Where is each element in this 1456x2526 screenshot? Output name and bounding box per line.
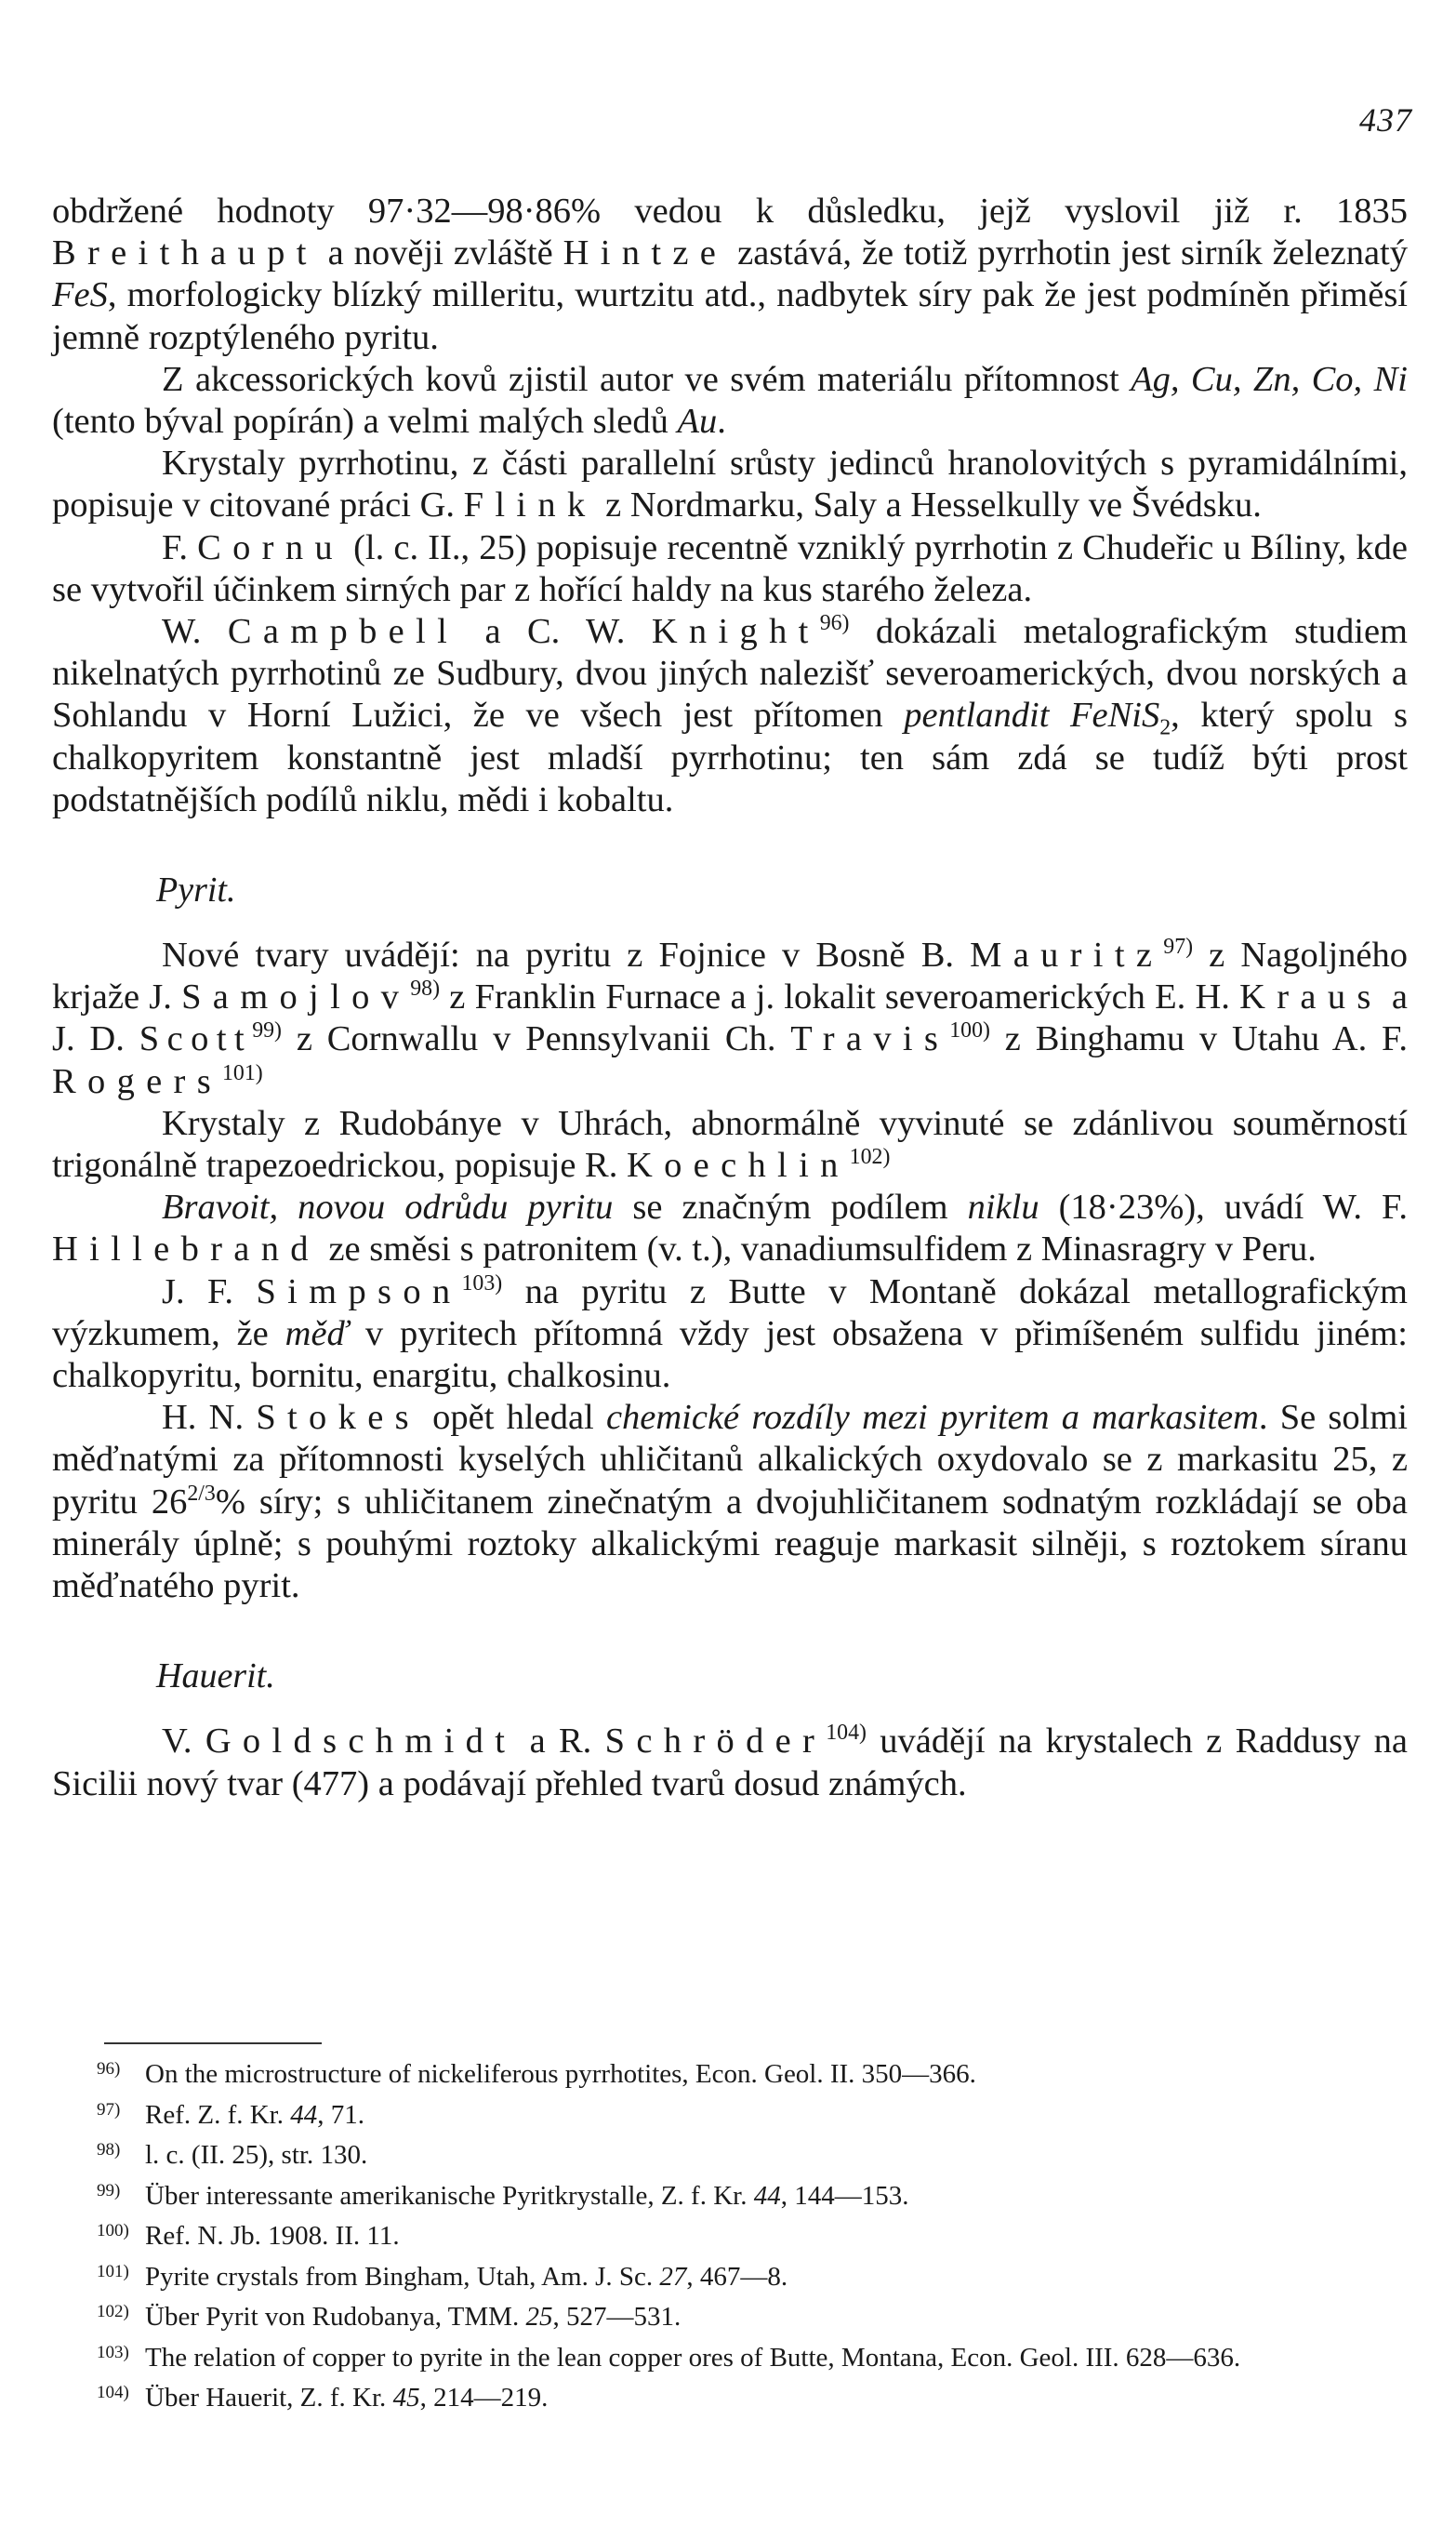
author-name: Goldschmidt — [205, 1722, 517, 1762]
text-run: uvádějí na krystalech z Raddusy na Sicilii nový tvar (477) a podávají přehled tvarů dosud známých. — [52, 1722, 1409, 1803]
paragraph-2 — [52, 359, 1408, 443]
text-run: Z akcessorických kovů zjistil autor ve svém materiálu přítomnost — [162, 359, 1132, 399]
text-run: F. — [162, 527, 198, 567]
text-run: Krystaly z Rudobánye v Uhrách, abnormálně vyvinuté se zdánlivou souměrností trigonálně trapezoedrickou, popisuje R. — [52, 1103, 1408, 1186]
paragraph-5 — [52, 611, 1408, 821]
text-run: na pyritu z Butte v Montaně dokázal metallografickým výzkumem, že — [52, 1271, 1408, 1353]
footnote — [52, 2174, 1408, 2214]
author-name: Simpson — [256, 1271, 462, 1311]
footnote — [52, 2093, 1408, 2134]
author-name: Cornu — [197, 527, 344, 567]
footnote-text: Über interessante amerikanische Pyritkrystalle, Z. f. Kr. — [145, 2180, 754, 2211]
text-run: dokázali metalografickým studiem nikelnatých pyrrhotinů ze Sudbury, dvou jiných nalezišť severoamerických, dvou norských a Sohlandu v Horní Lužici, že ve všech jest přítomen — [52, 612, 1408, 736]
text-run: (18·23%), uvádí W. F. — [1039, 1188, 1408, 1228]
footnote-text: , 214—219. — [419, 2383, 549, 2413]
footnote — [52, 2214, 1408, 2254]
footnote-number: 98) — [97, 2140, 121, 2160]
footnote-number: 104) — [97, 2383, 129, 2402]
text-run: v pyritech přítomná vždy jest obsažena v přimíšeném sulfidu jiném: chalkopyritu, bornitu, enargitu, chalkosinu. — [52, 1313, 1408, 1396]
footnote-ref: 102) — [849, 1145, 891, 1170]
author-name: Breithaupt — [52, 233, 318, 273]
text-run: , který spolu s chalkopyritem konstantně jest mladší pyrrhotinu; ten sám zdá se tudíž býti prost podstatnějších podílů niklu, mědi i kobaltu. — [52, 696, 1408, 819]
author-name: Koechlin — [626, 1146, 850, 1186]
paragraph-11 — [52, 1721, 1408, 1804]
text-run: (tento býval popírán) a velmi malých sledů — [52, 402, 678, 442]
italic-term: chemické rozdíly mezi pyritem a markasitem — [605, 1398, 1259, 1438]
footnote-ref: 103) — [461, 1270, 503, 1296]
footnote-ref: 99) — [252, 1018, 282, 1044]
author-name: Hillebrand — [52, 1230, 320, 1270]
formula: FeS — [52, 275, 108, 315]
footnote-text: , 144—153. — [780, 2180, 909, 2211]
volume: 44 — [753, 2180, 781, 2211]
footnote — [52, 2335, 1408, 2376]
text-run: , morfologicky blízký milleritu, wurtzitu atd., nadbytek síry pak že jest podmíněn přiměsí jemně rozptýleného pyritu. — [52, 275, 1408, 357]
footnote — [52, 2294, 1408, 2335]
author-name: Hintze — [563, 233, 728, 273]
text-run: z Nordmarku, Saly a Hesselkully ve Švédsku. — [596, 485, 1262, 525]
text-run: V. — [162, 1722, 205, 1762]
paragraph-4 — [52, 527, 1408, 611]
footnote — [52, 2375, 1408, 2416]
main-text — [52, 191, 1408, 1805]
section-title-pyrit: Pyrit. — [156, 871, 236, 911]
author-name: Travis — [790, 1019, 950, 1059]
author-name: Samojlov — [181, 977, 411, 1017]
text-run: a R. — [516, 1722, 605, 1762]
author-name: Schröder — [604, 1722, 827, 1762]
paragraph-1 — [52, 191, 1408, 359]
footnote-number: 100) — [97, 2221, 129, 2240]
text-run: H. N. — [162, 1398, 257, 1438]
text-run: opět hledal — [419, 1398, 606, 1438]
footnote-text: , 467—8. — [686, 2261, 788, 2292]
author-name: Mauritz — [970, 936, 1164, 976]
text-run: Nové tvary uvádějí: na pyritu z Fojnice v Bosně B. — [162, 936, 971, 976]
italic-term: Bravoit, novou odrůdu pyritu — [162, 1188, 614, 1228]
footnote-text: The relation of copper to pyrite in the lean copper ores of Butte, Montana, Econ. Geol. III. 628—636. — [145, 2342, 1241, 2373]
paragraph-9 — [52, 1271, 1408, 1398]
footnote-number: 103) — [97, 2342, 129, 2362]
footnote-divider — [104, 2042, 322, 2044]
paragraph-7 — [52, 1103, 1408, 1187]
italic-term: měď — [285, 1313, 349, 1353]
paragraph-10 — [52, 1397, 1408, 1607]
paragraph-6 — [52, 935, 1408, 1103]
text-run: (l. c. II., 25) popisuje recentně vzniklý pyrrhotin z Chudeřic u Bíliny, kde se vytvořil účinkem sirných par z hořící haldy na kus starého železa. — [52, 527, 1408, 609]
text-run: . Se solmi měďnatými za přítomnosti kyselých uhličitanů alkalických oxydovalo se z markasitu 25, z pyritu 26 — [52, 1398, 1409, 1522]
element-list: Ag, Cu, Zn, Co, Ni — [1131, 359, 1408, 399]
footnote-ref: 96) — [819, 611, 850, 636]
volume: 27 — [659, 2261, 687, 2292]
footnote-ref: 98) — [410, 977, 441, 1002]
formula-subscript: 2 — [1159, 716, 1171, 741]
text-run: a nověji zvláště — [317, 233, 563, 273]
text-run: zastává, že totiž pyrrhotin jest sirník železnatý — [727, 233, 1408, 273]
author-name: Scott — [139, 1019, 253, 1059]
paragraph-3 — [52, 443, 1408, 526]
footnotes — [52, 2052, 1408, 2416]
footnote-number: 101) — [97, 2261, 129, 2281]
volume: 25 — [525, 2302, 553, 2332]
footnote-text: l. c. (II. 25), str. 130. — [145, 2140, 368, 2170]
author-name: Stokes — [256, 1398, 420, 1438]
formula: pentlandit FeNiS — [904, 696, 1160, 736]
volume: 44 — [290, 2099, 318, 2130]
paragraph-8 — [52, 1187, 1408, 1270]
text-run: J. F. — [162, 1271, 257, 1311]
text-run: z Franklin Furnace a j. lokalit severoamerických E. H. — [440, 977, 1240, 1017]
author-name: Campbell — [227, 612, 459, 652]
footnote-number: 102) — [97, 2302, 129, 2321]
footnote-text: Ref. Z. f. Kr. — [145, 2099, 291, 2130]
text-run: z Nagoljného krjaže J. — [52, 936, 1408, 1017]
author-name: Rogers — [52, 1061, 222, 1101]
footnote-ref: 100) — [949, 1018, 990, 1044]
text-run: z Binghamu v Utahu A. F. — [989, 1019, 1408, 1059]
italic-term: niklu — [967, 1188, 1039, 1228]
text-run: ze směsi s patronitem (v. t.), vanadiumsulfidem z Minasragry v Peru. — [319, 1230, 1317, 1270]
footnote-text: On the microstructure of nickeliferous pyrrhotites, Econ. Geol. II. 350—366. — [145, 2059, 976, 2089]
footnote-number: 96) — [97, 2059, 121, 2079]
page-number: 437 — [1359, 101, 1412, 139]
footnote-text: , 527—531. — [552, 2302, 682, 2332]
footnote-ref: 101) — [222, 1060, 263, 1085]
footnote-text: Ref. N. Jb. 1908. II. 11. — [145, 2221, 400, 2251]
footnote-ref: 104) — [826, 1721, 867, 1746]
footnote — [52, 2052, 1408, 2093]
text-run: . — [717, 402, 726, 442]
footnote — [52, 2133, 1408, 2174]
text-run: W. — [162, 612, 228, 652]
footnote — [52, 2254, 1408, 2295]
fraction: 2/3 — [187, 1481, 216, 1506]
text-run: Krystaly pyrrhotinu, z části parallelní srůsty jedinců hranolovitých s pyramidálními, popisuje v citované práci G. — [52, 444, 1408, 525]
text-run: a C. W. — [458, 612, 652, 652]
author-name: Knight — [651, 612, 820, 652]
footnote-ref: 97) — [1163, 935, 1194, 960]
footnote-text: Über Hauerit, Z. f. Kr. — [145, 2383, 393, 2413]
footnote-text: Über Pyrit von Rudobanya, TMM. — [145, 2302, 526, 2332]
author-name: Kraus — [1239, 977, 1383, 1017]
volume: 45 — [392, 2383, 420, 2413]
section-title-hauerit: Hauerit. — [156, 1656, 275, 1696]
text-run: obdržené hodnoty 97·32—98·86% vedou k důsledku, jejž vyslovil již r. 1835 — [52, 192, 1408, 231]
footnote-number: 99) — [97, 2180, 121, 2200]
footnote-text: Pyrite crystals from Bingham, Utah, Am. J. Sc. — [145, 2261, 660, 2292]
element: Au — [677, 402, 718, 442]
text-run: % síry; s uhličitanem zinečnatým a dvojuhličitanem sodnatým rozkládají se oba minerály úplně; s pouhými roztoky alkalickými reaguje markasit silněji, s roztokem síranu měďnatého pyrit. — [52, 1482, 1408, 1606]
author-name: Flink — [463, 485, 597, 525]
footnote-number: 97) — [97, 2099, 121, 2120]
text-run: z Cornwallu v Pennsylvanii Ch. — [282, 1019, 791, 1059]
text-run: se značným podílem — [613, 1188, 968, 1228]
footnote-text: , 71. — [317, 2099, 364, 2130]
text-run: a J. D. — [52, 977, 1409, 1059]
